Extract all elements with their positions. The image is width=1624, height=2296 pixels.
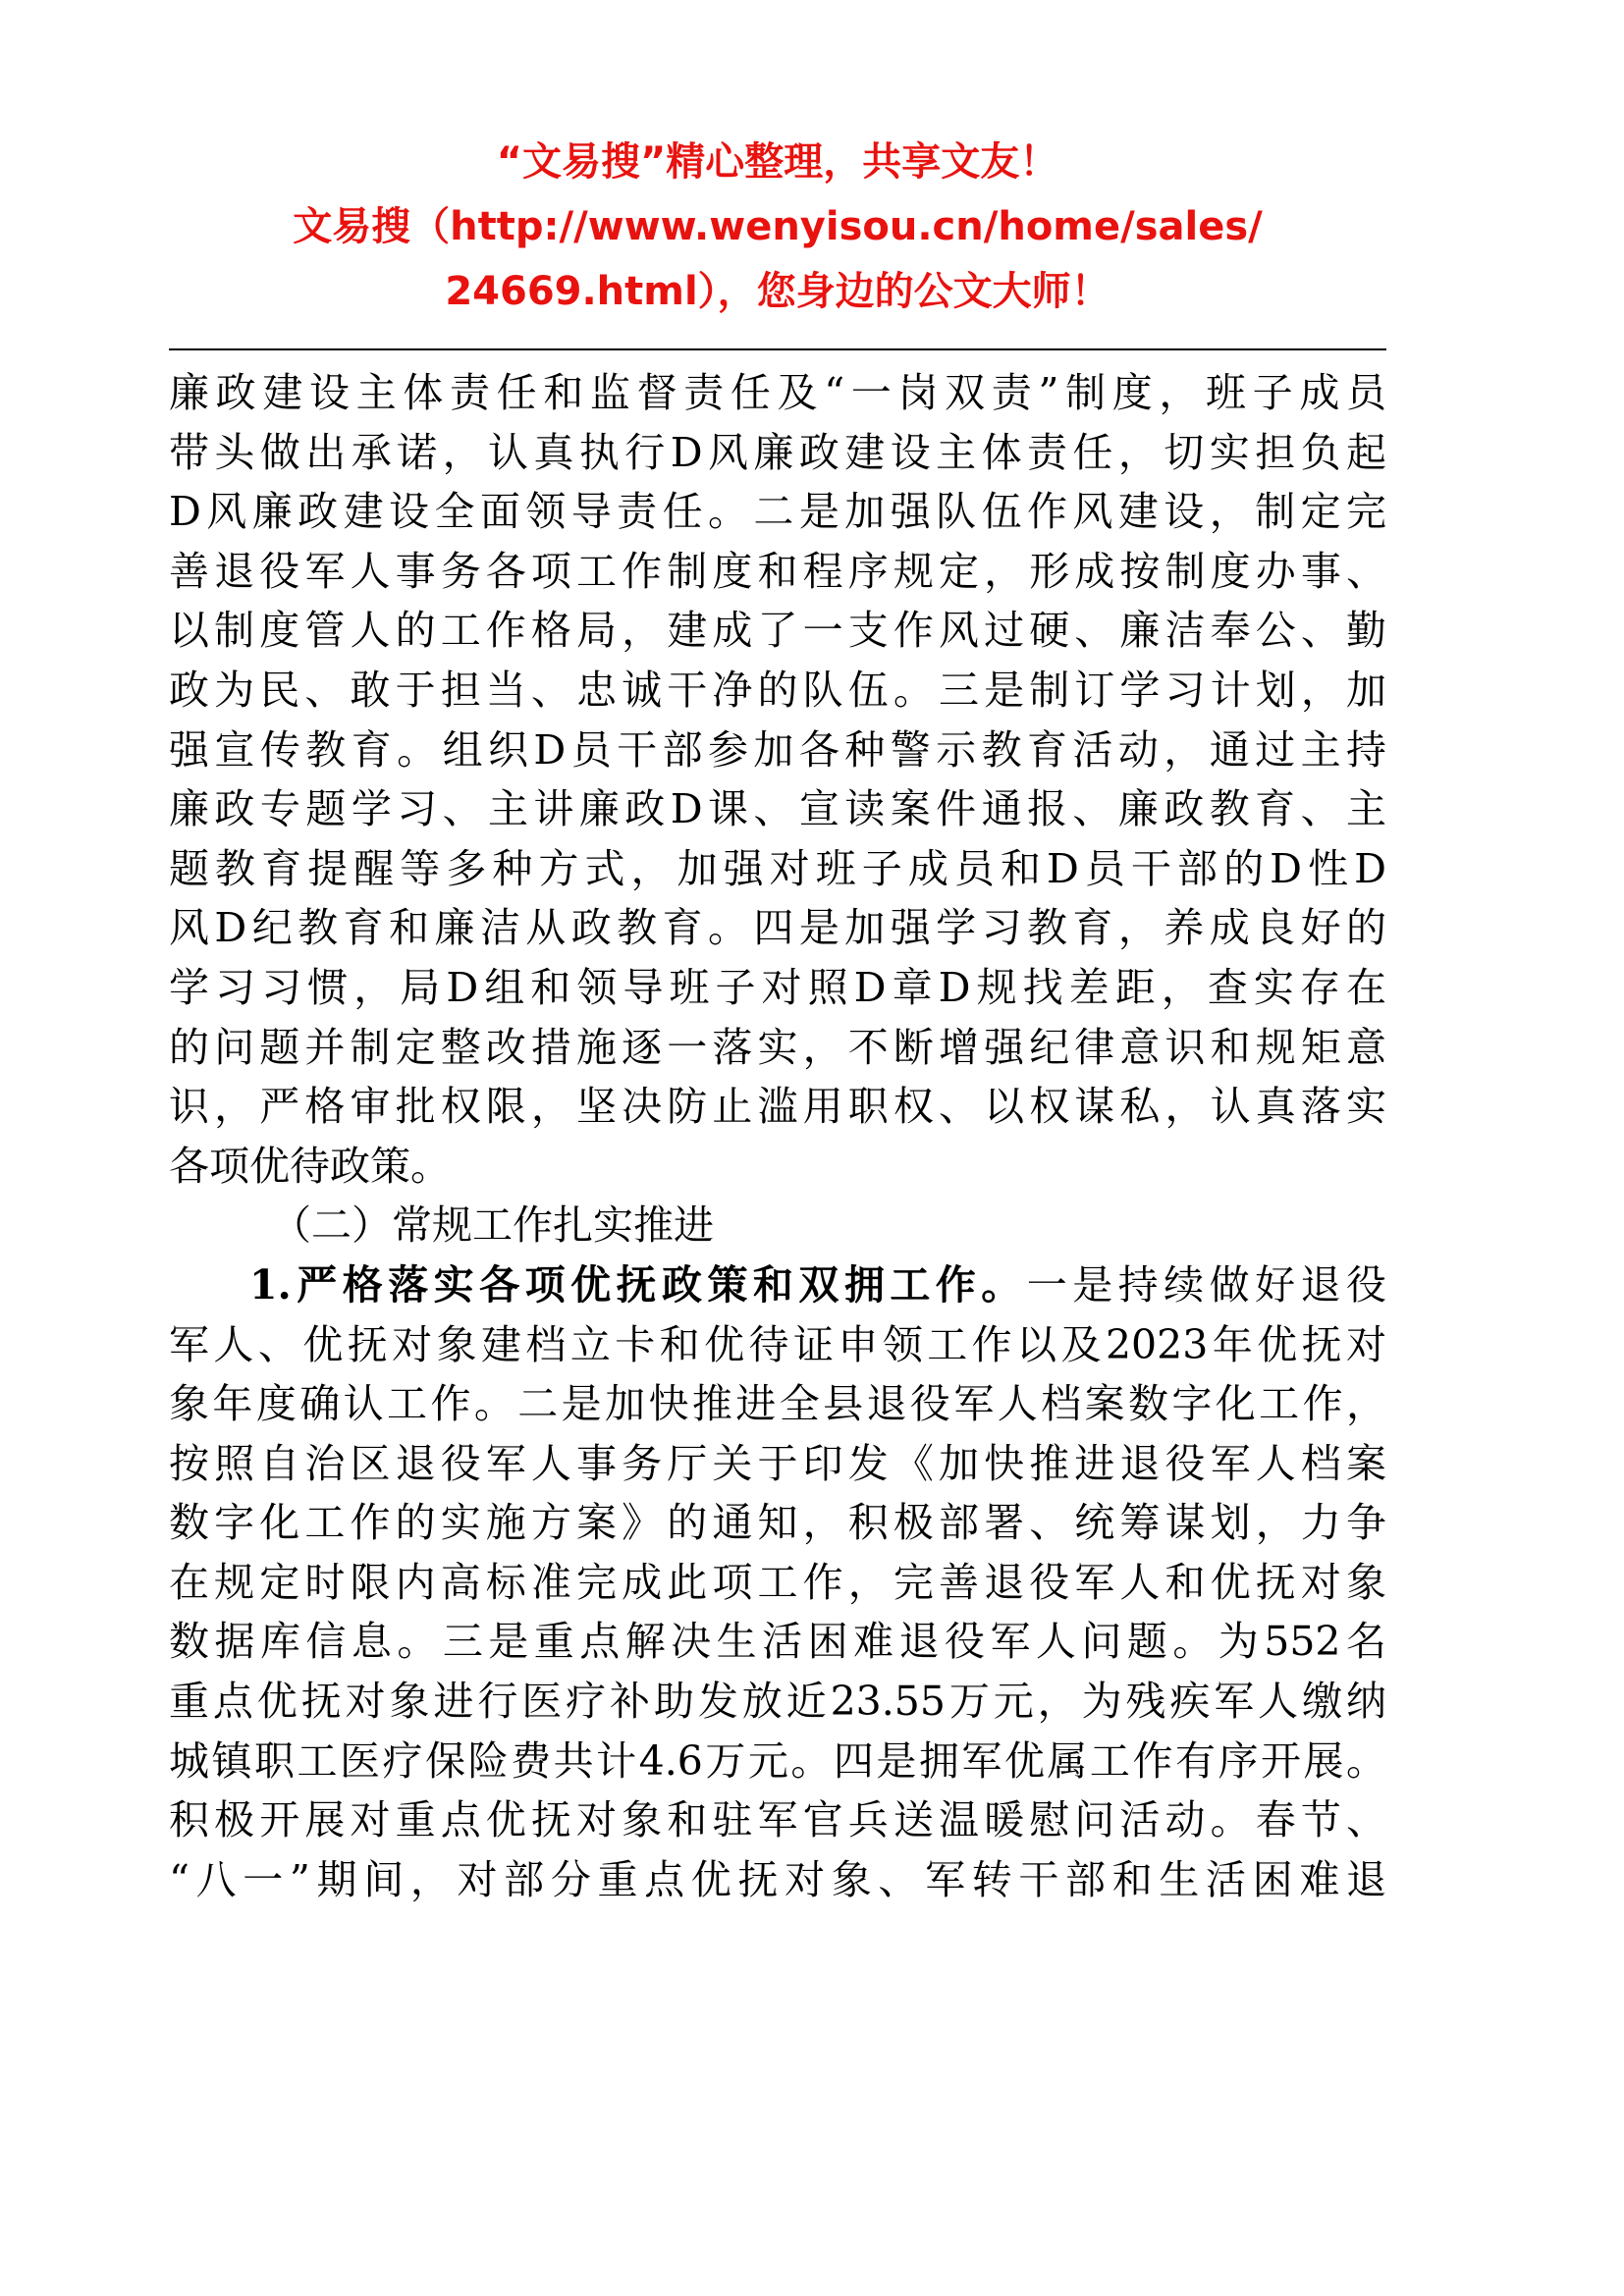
body-line: 在规定时限内高标准完成此项工作，完善退役军人和优抚对象 [169, 1558, 1386, 1606]
body-line: 善退役军人事务各项工作制度和程序规定，形成按制度办事、 [169, 547, 1386, 595]
body-line: 数字化工作的实施方案》的通知，积极部署、统筹谋划，力争 [169, 1499, 1386, 1547]
item-1-first-rest: 一是持续做好退役 [1026, 1260, 1386, 1308]
body-line: 学习习惯，局D组和领导班子对照D章D规找差距，查实存在 [169, 963, 1386, 1011]
body-line: D风廉政建设全面领导责任。二是加强队伍作风建设，制定完 [169, 488, 1386, 536]
body-line: 军人、优抚对象建档立卡和优待证申领工作以及2023年优抚对 [169, 1320, 1386, 1368]
body-line: 廉政专题学习、主讲廉政D课、宣读案件通报、廉政教育、主 [169, 785, 1386, 833]
section-subheading: （二）常规工作扎实推进 [271, 1201, 714, 1250]
body-line: 强宣传教育。组织D员干部参加各种警示教育活动，通过主持 [169, 725, 1386, 774]
watermark-header [169, 130, 1386, 324]
header-line-1: “文易搜”精心整理，共享文友！ [496, 139, 1059, 185]
body-line: 重点优抚对象进行医疗补助发放近23.55万元，为残疾军人缴纳 [169, 1678, 1386, 1726]
body-line: 城镇职工医疗保险费共计4.6万元。四是拥军优属工作有序开展。 [169, 1736, 1386, 1785]
body-line: 数据库信息。三是重点解决生活困难退役军人问题。为552名 [169, 1618, 1386, 1666]
body-line: “八一”期间，对部分重点优抚对象、军转干部和生活困难退 [169, 1855, 1386, 1903]
body-line: 按照自治区退役军人事务厅关于印发《加快推进退役军人档案 [169, 1439, 1386, 1487]
body-line: 题教育提醒等多种方式，加强对班子成员和D员干部的D性D [169, 844, 1386, 892]
item-1-title: 1.严格落实各项优抚政策和双拥工作。 [249, 1260, 1027, 1308]
body-line: 风D纪教育和廉洁从政教育。四是加强学习教育，养成良好的 [169, 904, 1386, 952]
body-line: 廉政建设主体责任和监督责任及“一岗双责”制度，班子成员 [169, 369, 1386, 416]
header-line-3: 24669.html），您身边的公文大师！ [445, 269, 1110, 314]
header-line-2: 文易搜（http://www.wenyisou.cn/home/sales/ [293, 204, 1263, 249]
item-1-first-line [169, 1255, 1386, 1315]
body-line: 以制度管人的工作格局，建成了一支作风过硬、廉洁奉公、勤 [169, 607, 1386, 655]
body-line: 政为民、敢于担当、忠诚干净的队伍。三是制订学习计划，加 [169, 666, 1386, 714]
body-line: 积极开展对重点优抚对象和驻军官兵送温暖慰问活动。春节、 [169, 1796, 1386, 1844]
body-line: 带头做出承诺，认真执行D风廉政建设主体责任，切实担负起 [169, 428, 1386, 476]
document-body [169, 363, 1386, 1909]
body-line: 识，严格审批权限，坚决防止滥用职权、以权谋私，认真落实 [169, 1083, 1386, 1131]
body-line: 的问题并制定整改措施逐一落实，不断增强纪律意识和规矩意 [169, 1023, 1386, 1071]
body-line: 象年度确认工作。二是加快推进全县退役军人档案数字化工作， [169, 1380, 1386, 1428]
header-divider [169, 348, 1386, 350]
body-line: 各项优待政策。 [169, 1142, 451, 1190]
